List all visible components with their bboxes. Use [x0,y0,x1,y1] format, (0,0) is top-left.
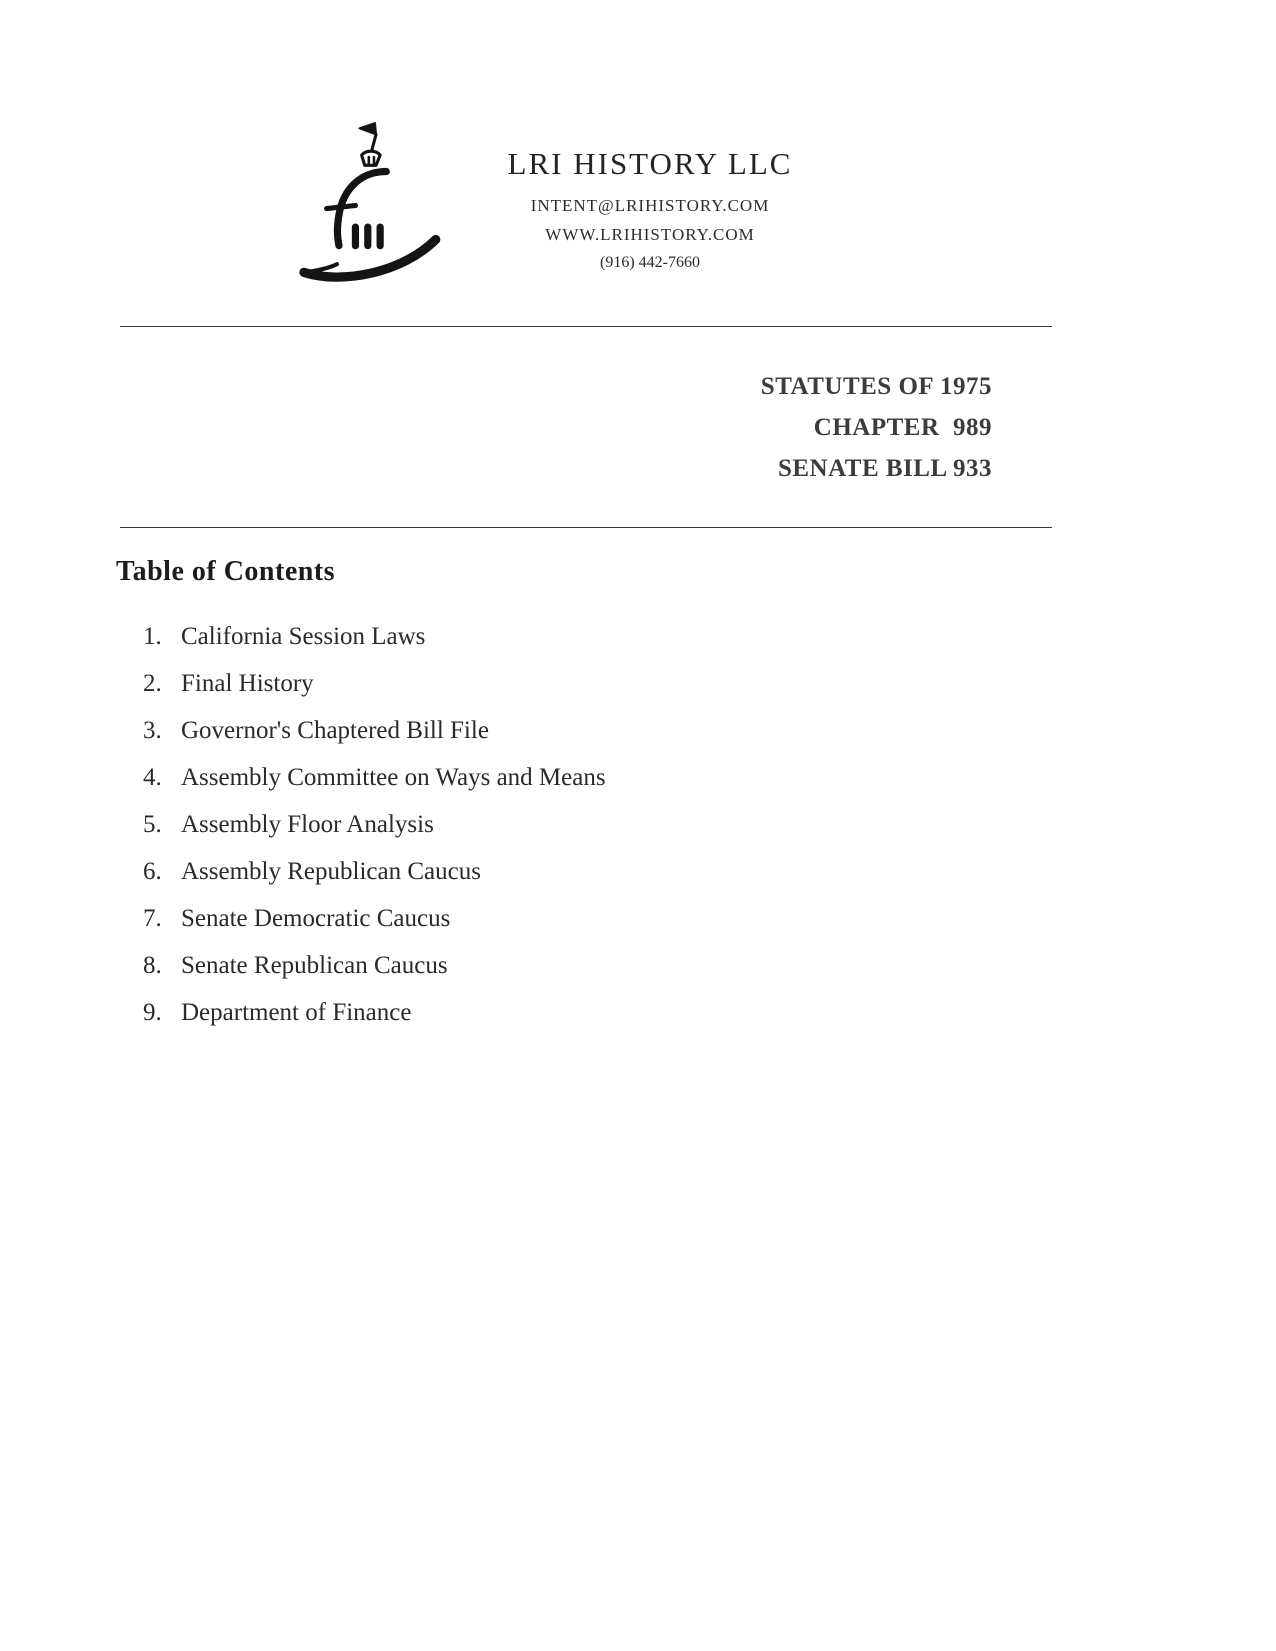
toc-item [143,906,606,931]
toc-item-label: Senate Republican Caucus [181,952,448,979]
divider-top [120,326,1052,327]
statutes-line-2: CHAPTER 989 [813,414,992,441]
toc-item-label: Assembly Republican Caucus [181,858,481,885]
toc-item-label: Assembly Floor Analysis [181,811,434,838]
capitol-dome-icon [295,118,455,293]
toc-item-label: Final History [181,670,314,697]
toc-item-label: Assembly Committee on Ways and Means [181,764,606,791]
toc-item-label: California Session Laws [181,623,426,650]
toc-item-number: 9. [143,999,162,1026]
company-block [500,146,800,272]
toc-item-label: Department of Finance [181,999,412,1026]
company-phone: (916) 442-7660 [600,254,700,271]
toc-item [143,624,606,649]
toc-item-number: 3. [143,717,162,744]
toc-item-label: Senate Democratic Caucus [181,905,451,932]
company-website: WWW.LRIHISTORY.COM [545,225,755,244]
company-name: LRI HISTORY LLC [507,146,793,181]
toc-item [143,1000,606,1025]
toc-item-number: 8. [143,952,162,979]
toc-item [143,765,606,790]
toc-list [143,624,606,1047]
toc-item [143,671,606,696]
toc-item-number: 7. [143,905,162,932]
company-email: INTENT@LRIHISTORY.COM [530,196,770,215]
toc-heading: Table of Contents [116,556,336,587]
title-block [761,366,992,489]
toc-item-number: 2. [143,670,162,697]
toc-item-number: 4. [143,764,162,791]
toc-item-number: 5. [143,811,162,838]
toc-item-number: 6. [143,858,162,885]
toc-item [143,859,606,884]
statutes-line-1: STATUTES OF 1975 [760,373,992,400]
statutes-line-3: SENATE BILL 933 [777,455,992,482]
toc-item-label: Governor's Chaptered Bill File [181,717,489,744]
letterhead [295,118,800,293]
divider-bottom [120,527,1052,528]
toc-item [143,812,606,837]
toc-item [143,718,606,743]
toc-item-number: 1. [143,623,162,650]
toc-item [143,953,606,978]
